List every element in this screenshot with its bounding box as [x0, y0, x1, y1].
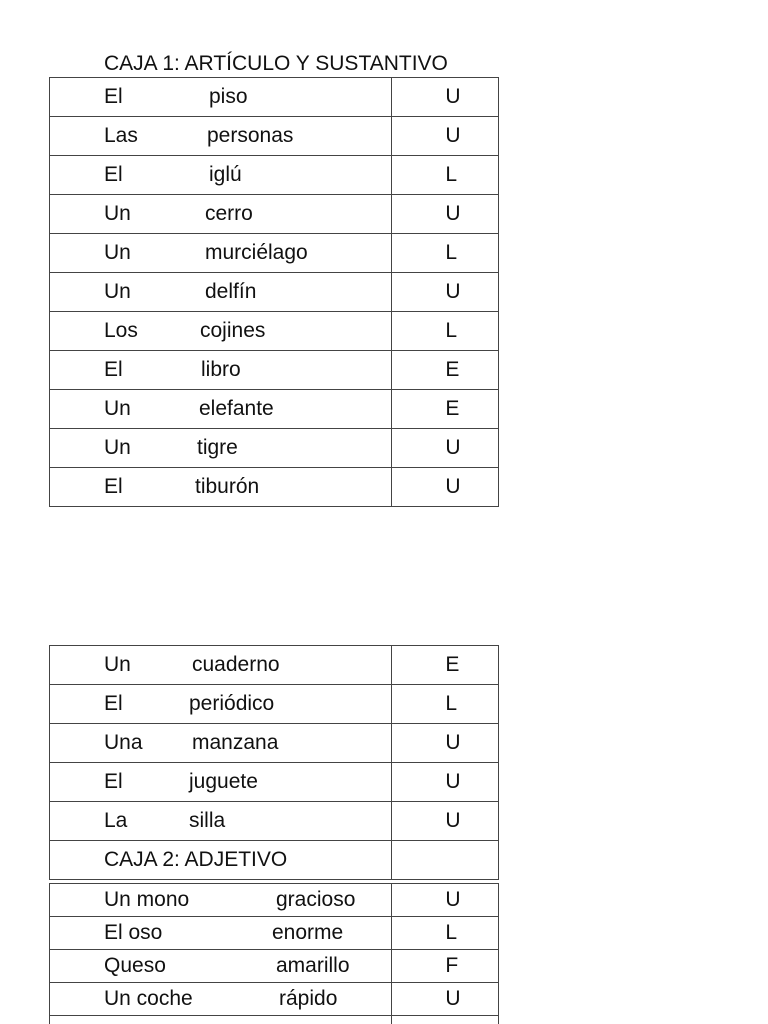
noun-cell: juguete	[189, 770, 258, 793]
article-cell: El	[104, 475, 123, 498]
right-column-fragment: U	[445, 202, 461, 225]
article-cell: Un	[104, 436, 131, 459]
noun-cell: Un mono	[104, 888, 190, 911]
table-row	[50, 763, 499, 802]
table-row	[50, 234, 499, 273]
adjective-cell: amarillo	[276, 954, 350, 977]
right-column-fragment: E	[445, 358, 460, 381]
box1-table	[49, 77, 499, 507]
right-column-fragment: E	[445, 653, 460, 676]
right-column-fragment: L	[445, 241, 458, 264]
table-row	[50, 983, 499, 1016]
noun-cell: tigre	[197, 436, 238, 459]
article-cell: El	[104, 770, 123, 793]
noun-cell: personas	[207, 124, 294, 147]
right-column-fragment: E	[445, 397, 460, 420]
table-row	[50, 273, 499, 312]
right-column-fragment: U	[445, 124, 461, 147]
noun-cell: manzana	[192, 731, 279, 754]
right-column-fragment: L	[445, 319, 458, 342]
right-column-fragment: U	[445, 280, 461, 303]
noun-cell: cerro	[205, 202, 253, 225]
adjective-cell: gracioso	[276, 888, 356, 911]
noun-cell: periódico	[189, 692, 275, 715]
table-row	[50, 156, 499, 195]
right-column-fragment: U	[445, 987, 461, 1010]
right-column-fragment: L	[445, 692, 458, 715]
table-row	[50, 468, 499, 507]
table-row	[50, 724, 499, 763]
right-column-fragment: U	[445, 770, 461, 793]
right-column-fragment: U	[445, 475, 461, 498]
article-cell: El	[104, 692, 123, 715]
table-row	[50, 351, 499, 390]
adjective-cell: rápido	[279, 987, 338, 1010]
noun-cell: Queso	[104, 954, 166, 977]
table-row	[50, 117, 499, 156]
noun-cell: tiburón	[195, 475, 260, 498]
table-row	[50, 312, 499, 351]
table-row	[50, 390, 499, 429]
noun-cell: cojines	[200, 319, 266, 342]
adjective-cell: enorme	[272, 921, 344, 944]
noun-cell: silla	[189, 809, 226, 832]
table-row	[50, 78, 499, 117]
article-cell: Las	[104, 124, 138, 147]
table-row	[50, 1016, 499, 1024]
noun-cell: piso	[209, 85, 248, 108]
right-column-fragment: F	[445, 954, 459, 977]
table-row	[50, 646, 499, 685]
box2-caption: CAJA 2: ADJETIVO	[104, 848, 288, 871]
noun-cell: libro	[201, 358, 241, 381]
article-cell: Los	[104, 319, 138, 342]
noun-cell: El oso	[104, 921, 163, 944]
article-cell: El	[104, 85, 123, 108]
noun-cell: murciélago	[205, 241, 308, 264]
table-row	[50, 685, 499, 724]
article-cell: Un	[104, 202, 131, 225]
right-column-fragment: U	[445, 85, 461, 108]
table-row	[50, 429, 499, 468]
box2-table	[49, 883, 499, 1024]
right-column-fragment: U	[445, 888, 461, 911]
table-row	[50, 802, 499, 841]
article-cell: Una	[104, 731, 143, 754]
right-column-fragment: L	[445, 921, 458, 944]
right-column-fragment: L	[445, 163, 458, 186]
article-cell: Un	[104, 653, 131, 676]
table-row	[50, 917, 499, 950]
article-cell: El	[104, 163, 123, 186]
article-cell: Un	[104, 241, 131, 264]
article-cell: Un	[104, 397, 131, 420]
box1b-table	[49, 645, 499, 880]
table-row	[50, 950, 499, 983]
table-row	[50, 195, 499, 234]
article-cell: El	[104, 358, 123, 381]
noun-cell: iglú	[209, 163, 242, 186]
table-row	[50, 884, 499, 917]
article-cell: La	[104, 809, 128, 832]
right-column-fragment: U	[445, 731, 461, 754]
right-column-fragment: U	[445, 436, 461, 459]
noun-cell: Un coche	[104, 987, 193, 1010]
right-column-fragment: U	[445, 809, 461, 832]
noun-cell: elefante	[199, 397, 274, 420]
box1-caption: CAJA 1: ARTÍCULO Y SUSTANTIVO	[104, 52, 448, 75]
noun-cell: delfín	[205, 280, 257, 303]
noun-cell: cuaderno	[192, 653, 280, 676]
table-row	[50, 841, 499, 880]
article-cell: Un	[104, 280, 131, 303]
